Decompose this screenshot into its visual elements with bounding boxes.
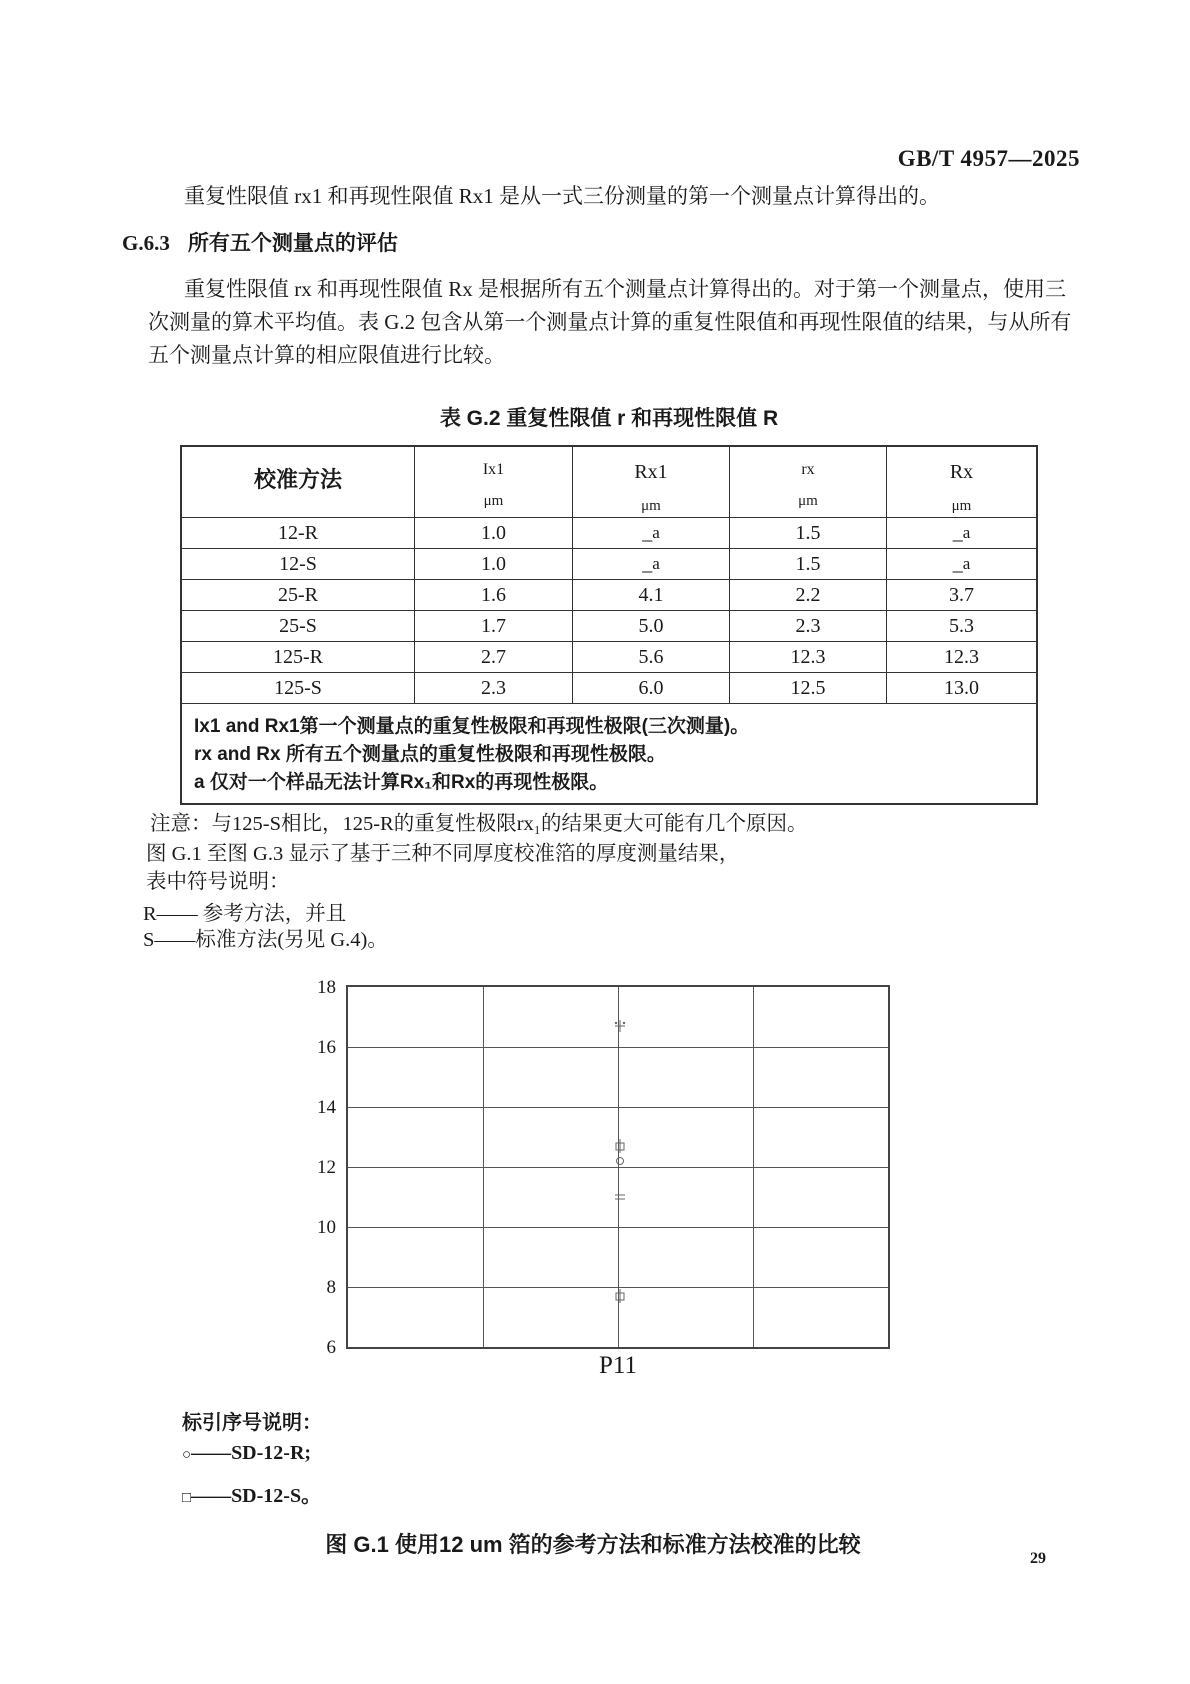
legend-title: 标引序号说明： [182,1412,322,1434]
cell-value: 1.7 [414,611,572,641]
figures-ref-line: 图 G.1 至图 G.3 显示了基于三种不同厚度校准箔的厚度测量结果， [146,843,740,865]
data-marker-square-with-line [613,1139,627,1153]
cell-value: 13.0 [886,673,1036,703]
table-footnote-line: a 仅对一个样品无法计算Rx₁和Rx的再现性极限。 [194,772,609,793]
figure-g1-chart [302,977,942,1358]
page-number: 29 [1030,1550,1046,1567]
table-footnote-line: Ix1 and Rx1第一个测量点的重复性极限和再现性极限(三次测量)。 [194,716,750,737]
column-header-unit: μm [641,498,661,514]
cell-value: 1.6 [414,580,572,610]
y-tick-label: 6 [326,1337,336,1358]
column-header [886,447,1036,517]
note-line: 注意：与125-S相比，125-R的重复性极限rx₁的结果更大可能有几个原因。 [150,813,808,835]
cell-value: 12.5 [729,673,886,703]
cell-value: 5.6 [572,642,729,672]
table-footnote-line: rx and Rx 所有五个测量点的重复性极限和再现性极限。 [194,744,666,765]
table-row [182,641,1036,672]
column-header-symbol: Rx1 [634,461,668,483]
section-heading [122,227,398,257]
symbol-r-line: R—— 参考方法，并且 [143,903,347,925]
column-header [729,447,886,517]
cell-value-footnote-a: _ a [886,518,1036,548]
column-header-unit: μm [798,493,818,509]
table-g2 [180,445,1038,805]
table-footnotes [182,703,1036,803]
body-paragraph-line3: 五个测量点计算的相应限值进行比较。 [148,343,505,367]
cell-value: 5.3 [886,611,1036,641]
y-tick-label: 18 [317,977,336,998]
body-paragraph-line1: 重复性限值 rx 和再现性限值 Rx 是根据所有五个测量点计算得出的。对于第一个测量点，使用三 [184,277,1066,301]
cell-value: 1.0 [414,518,572,548]
y-tick-label: 10 [317,1217,336,1238]
legend-item [182,1442,321,1465]
cell-value: 1.0 [414,549,572,579]
data-marker-circle [613,1154,627,1168]
column-header-symbol: Ix1 [482,461,505,478]
column-header-symbol: Rx [949,461,974,483]
cell-value: 2.3 [729,611,886,641]
cell-value-footnote-a: _ a [886,549,1036,579]
symbols-intro-line: 表中符号说明： [146,871,290,893]
table-row [182,579,1036,610]
cell-value: 2.2 [729,580,886,610]
section-number: G.6.3 [122,231,170,255]
figure-caption: 图 G.1 使用12 um 箔的参考方法和标准方法校准的比较 [325,1532,861,1557]
table-header-row [182,447,1036,517]
data-marker-square-with-line [613,1289,627,1303]
legend-series-label: SD-12-R; [231,1442,312,1464]
cell-value-footnote-a: _ a [572,518,729,548]
column-header [572,447,729,517]
cell-value: 4.1 [572,580,729,610]
y-tick-label: 14 [317,1097,336,1118]
table-row [182,610,1036,641]
cell-value: 5.0 [572,611,729,641]
body-paragraph-line2: 次测量的算术平均值。表 G.2 包含从第一个测量点计算的重复性限值和再现性限值的结果，与从所有 [148,310,1072,334]
column-header-unit: μm [951,498,972,514]
cell-value: 3.7 [886,580,1036,610]
column-header-symbol: rx [801,461,815,478]
cell-value: 2.7 [414,642,572,672]
cell-value: 6.0 [572,673,729,703]
data-marker-cross-cluster [613,1019,627,1033]
cell-method: 125-R [273,645,323,668]
data-marker-double-dash [613,1190,627,1204]
v-gridline [753,987,754,1347]
circle-marker-icon: ○ [182,1447,192,1463]
cell-value: 12.3 [886,642,1036,672]
y-tick-label: 16 [317,1037,336,1058]
symbol-s-line: S——标准方法(另见 G.4)。 [143,929,388,951]
table-caption: 表 G.2 重复性限值 r 和再现性限值 R [439,407,779,430]
legend-dash: —— [191,1442,232,1464]
table-row [182,672,1036,703]
cell-method: 25-R [278,583,318,606]
cell-value: 1.5 [729,518,886,548]
table-row [182,548,1036,579]
cell-method: 25-S [279,614,317,637]
y-tick-label: 12 [317,1157,336,1178]
cell-value: 12.3 [729,642,886,672]
chart-plot-area [346,985,890,1349]
table-row [182,517,1036,548]
doc-code: GB/T 4957—2025 [897,146,1080,171]
legend-series-label: SD-12-S。 [231,1485,322,1507]
cell-value: 2.3 [414,673,572,703]
column-header [414,447,572,517]
intro-paragraph: 重复性限值 rx1 和再现性限值 Rx1 是从一式三份测量的第一个测量点计算得出的。 [184,184,940,208]
cell-method: 12-R [278,521,318,544]
square-marker-icon: □ [182,1490,192,1506]
cell-method: 12-S [279,552,317,575]
legend-items [182,1442,321,1522]
cell-value: 1.5 [729,549,886,579]
cell-value-footnote-a: _ a [572,549,729,579]
y-tick-label: 8 [326,1277,336,1298]
legend-item [182,1479,321,1508]
column-header-method: 校准方法 [253,467,342,492]
legend-dash: —— [191,1485,232,1507]
x-category-label: P11 [599,1352,637,1379]
section-title: 所有五个测量点的评估 [187,232,398,255]
cell-method: 125-S [274,676,322,699]
v-gridline [483,987,484,1347]
column-header-unit: μm [483,493,504,509]
